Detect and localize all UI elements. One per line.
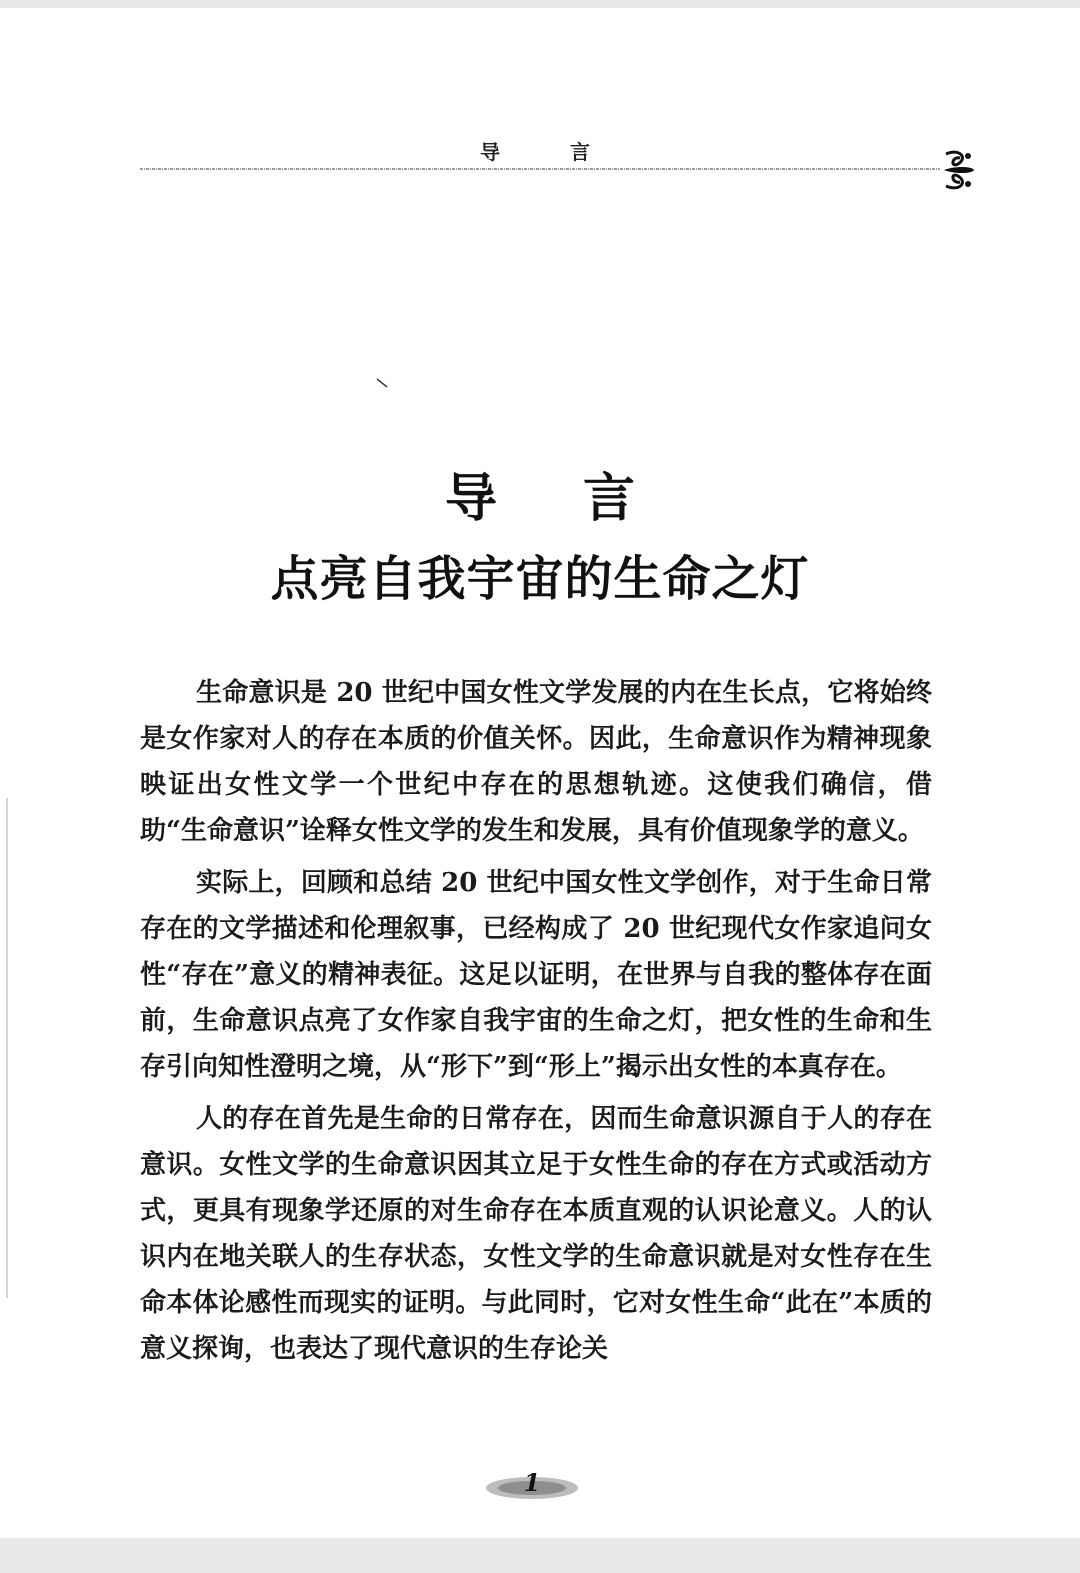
running-header-char: 言 (570, 140, 590, 164)
paragraph: 人的存在首先是生命的日常存在，因而生命意识源自于人的存在意识。女性文学的生命意识因其立足于女性生命的存在方式或活动方式，更具有现象学还原的对生命存在本质直观的认识论意义。人的认识内在地关联人的生存状态，女性文学的生命意识就是对女性存在生命本体论感性而现实的证明。与此同时，它对女性生命“此在”本质的意义探询，也表达了现代意识的生存论关 (140, 1104, 932, 1364)
chapter-subtitle: 点亮自我宇宙的生命之灯 (270, 551, 810, 607)
book-page (0, 8, 1080, 1538)
running-header-title (480, 136, 590, 165)
running-header-char: 导 (480, 140, 500, 164)
header-rule (140, 167, 940, 171)
stray-mark (376, 378, 388, 388)
scan-edge-line (6, 798, 8, 1298)
paragraph: 生命意识是 20 世纪中国女性文学发展的内在生长点，它将始终是女作家对人的存在本质的价值关怀。因此，生命意识作为精神现象映证出女性文学一个世纪中存在的思想轨迹。这使我们确信，借助“生命意识”诠释女性文学的发生和发展，具有价值现象学的意义。 (140, 678, 932, 846)
page-number: 1 (523, 1468, 541, 1497)
running-header (0, 136, 1080, 176)
body-text (140, 670, 932, 1378)
paragraph: 实际上，回顾和总结 20 世纪中国女性文学创作，对于生命日常存在的文学描述和伦理叙事，已经构成了 20 世纪现代女作家追问女性“存在”意义的精神表征。这足以证明，在世界与自我的整体存在面前，生命意识点亮了女作家自我宇宙的生命之灯，把女性的生命和生存引向知性澄明之境，从“形下”到“形上”揭示出女性的本真存在。 (140, 868, 932, 1082)
flourish-ornament-icon (938, 146, 978, 194)
page-number-ornament (482, 1468, 582, 1508)
chapter-title: 导言 (444, 468, 721, 529)
